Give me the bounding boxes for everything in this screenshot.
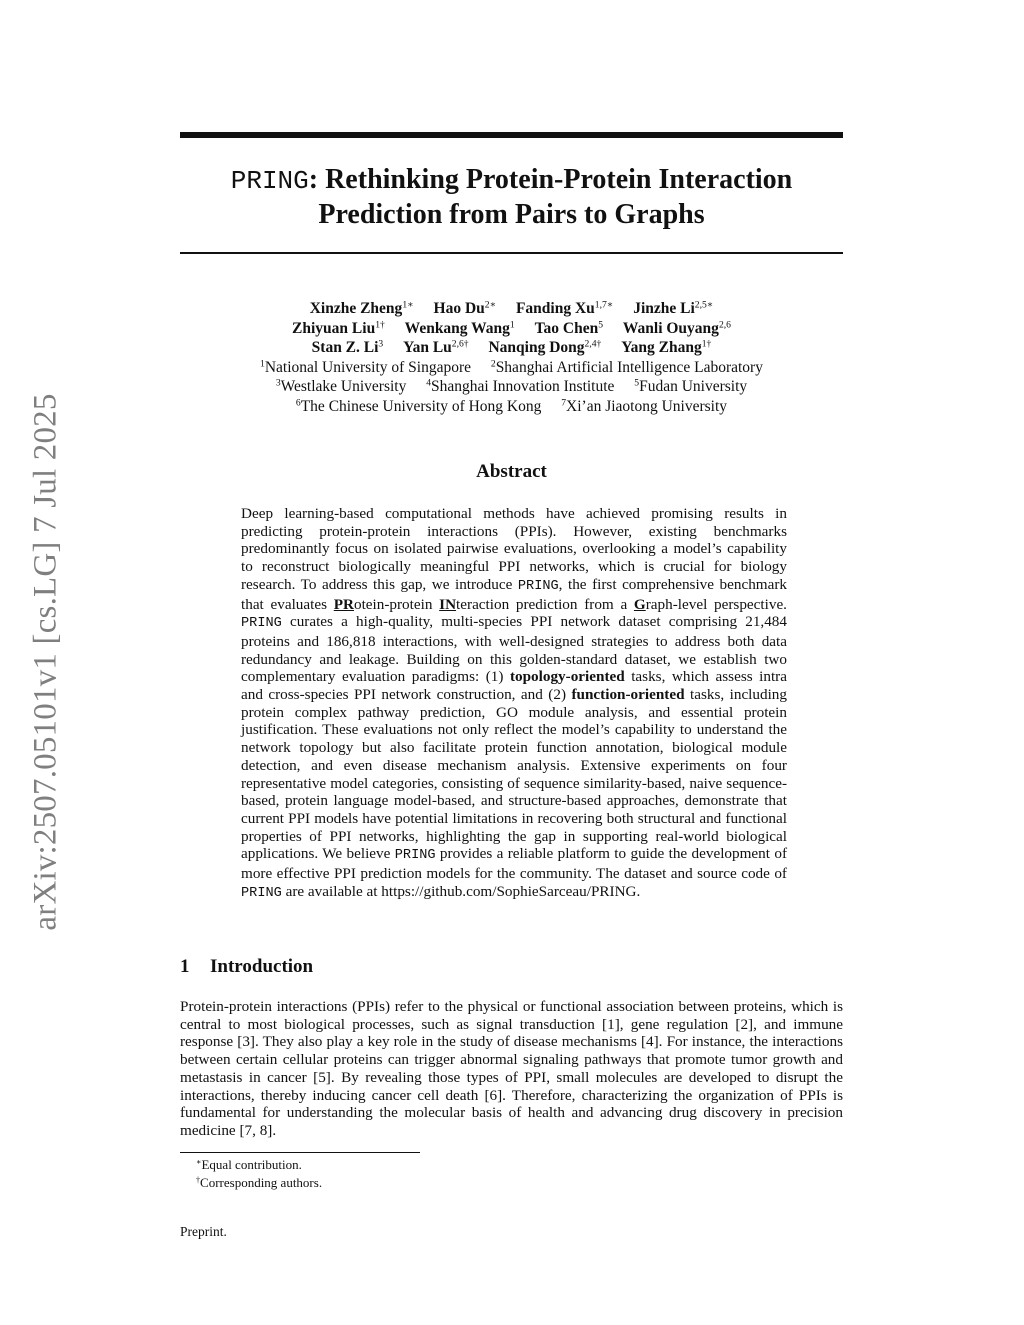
author: Nanqing Dong$^{2,4\dagger}$ bbox=[488, 338, 602, 356]
abstract-text: Deep learning-based computational methods have achieved promising results in predicting protein-protein interactions (PPIs). However, existing benchmarks predominantly focus on isolated pairwise evaluations, overlooking a model’s capability to reconstruct biologically meaningful PPI networks, which is crucial for biology research. To address this gap, we introduce PRING, the first comprehensive benchmark that evaluates PRotein-protein INteraction prediction from a Graph-level perspective. PRING curates a high-quality, multi-species PPI network dataset comprising 21,484 proteins and 186,818 interactions, with well-designed strategies to address both data redundancy and leakage. Building on this golden-standard dataset, we establish two complementary evaluation paradigms: (1) topology-oriented tasks, which assess intra and cross-species PPI network construction, and (2) function-oriented tasks, including protein complex pathway prediction, GO module analysis, and essential protein justification. These evaluations not only reflect the model’s capability to understand the network topology but also facilitate protein function annotation, biological module detection, and even disease mechanism analysis. Extensive experiments on four representative model categories, consisting of sequence similarity-based, naive sequence-based, protein language model-based, and structure-based approaches, demonstrate that current PPI models have potential limitations in recovering both structural and functional properties of PPI networks, highlighting the gap in supporting real-world biological applications. We believe PRING provides a reliable platform to guide the development of more effective PPI prediction models for the community. The dataset and source code of PRING are available at https://github.com/SophieSarceau/PRING. bbox=[241, 505, 787, 901]
author-row bbox=[180, 299, 843, 319]
section-number: 1 bbox=[180, 956, 190, 977]
affiliation-row bbox=[180, 358, 843, 378]
affiliation: $^3$Westlake University bbox=[275, 377, 407, 395]
section-heading-introduction bbox=[180, 956, 313, 978]
author: Zhiyuan Liu$^{1\dagger}$ bbox=[292, 319, 385, 337]
benchmark-name: PRING bbox=[241, 885, 282, 901]
affiliation: $^4$Shanghai Innovation Institute bbox=[426, 377, 615, 395]
benchmark-name: PRING bbox=[241, 616, 282, 632]
affiliation-row bbox=[180, 377, 843, 397]
title-line2: Prediction from Pairs to Graphs bbox=[318, 199, 705, 230]
affiliation-row bbox=[180, 397, 843, 417]
author: Fanding $Xu^{1,7∗}$ bbox=[515, 299, 614, 317]
affiliation: $^1$National University of Singapore bbox=[260, 358, 472, 376]
author: Tao Chen$^5$ bbox=[534, 319, 603, 337]
author: Wanli Ouyang$^{2,6}$ bbox=[622, 319, 731, 337]
footnote: †Corresponding authors. bbox=[196, 1175, 323, 1190]
author: Xinzhe Zheng$^{1∗}$ bbox=[309, 299, 414, 317]
arxiv-identifier-stamp: arXiv:2507.05101v1 [cs.LG] 7 Jul 2025 bbox=[27, 393, 64, 931]
author: Yan $Lu^{2,6\dagger}$ bbox=[403, 338, 469, 356]
affiliation: $^6$The Chinese University of Hong Kong bbox=[295, 397, 542, 415]
affiliation: $^7$Xi’an Jiaotong University bbox=[561, 397, 728, 415]
title-rule-bottom bbox=[180, 252, 843, 254]
title-benchmark-name: PRING bbox=[230, 166, 309, 196]
author: Jinzhe $Li^{2,5∗}$ bbox=[633, 299, 714, 317]
author: Wenkang Wang$^1$ bbox=[404, 319, 515, 337]
benchmark-name: PRING bbox=[394, 848, 436, 864]
author-row bbox=[180, 319, 843, 339]
introduction-paragraph: Protein-protein interactions (PPIs) refer to the physical or functional association between proteins, which is central to most biological processes, such as signal transduction [1], gene regulation [2], and immune response [3]. They also play a key role in the study of disease mechanisms [4]. For instance, the interactions between certain cellular proteins can trigger abnormal signaling pathways that promote tumor growth and metastasis in cancer [5]. By revealing those types of PPI, small molecules are developed to disrupt the interactions, thereby inducing cancer cell death [6]. Therefore, characterizing the organization of PPIs is fundamental for understanding the molecular basis of health and advancing drug discovery in precision medicine [7, 8]. bbox=[180, 998, 843, 1139]
preprint-footer: Preprint. bbox=[180, 1224, 227, 1239]
author: Yang Zhang$^{1\dagger}$ bbox=[621, 338, 712, 356]
paper-title bbox=[180, 163, 843, 232]
author-block bbox=[180, 299, 843, 416]
author: Hao $Du^{2∗}$ bbox=[433, 299, 497, 317]
section-title: Introduction bbox=[210, 956, 314, 977]
footnote: ∗Equal contribution. bbox=[196, 1157, 302, 1172]
author-row bbox=[180, 338, 843, 358]
author: Stan Z. Li$^3$ bbox=[311, 338, 384, 356]
benchmark-name: PRING bbox=[517, 578, 559, 594]
title-line1: : Rethinking Protein-Protein Interaction bbox=[308, 164, 793, 195]
affiliation: $^5$Fudan University bbox=[634, 377, 748, 395]
footnotes bbox=[196, 1156, 322, 1192]
affiliation: $^2$Shanghai Artificial Intelligence Laboratory bbox=[490, 358, 763, 376]
title-rule-top bbox=[180, 132, 843, 138]
footnote-rule bbox=[180, 1152, 420, 1153]
abstract-heading: Abstract bbox=[476, 461, 547, 482]
